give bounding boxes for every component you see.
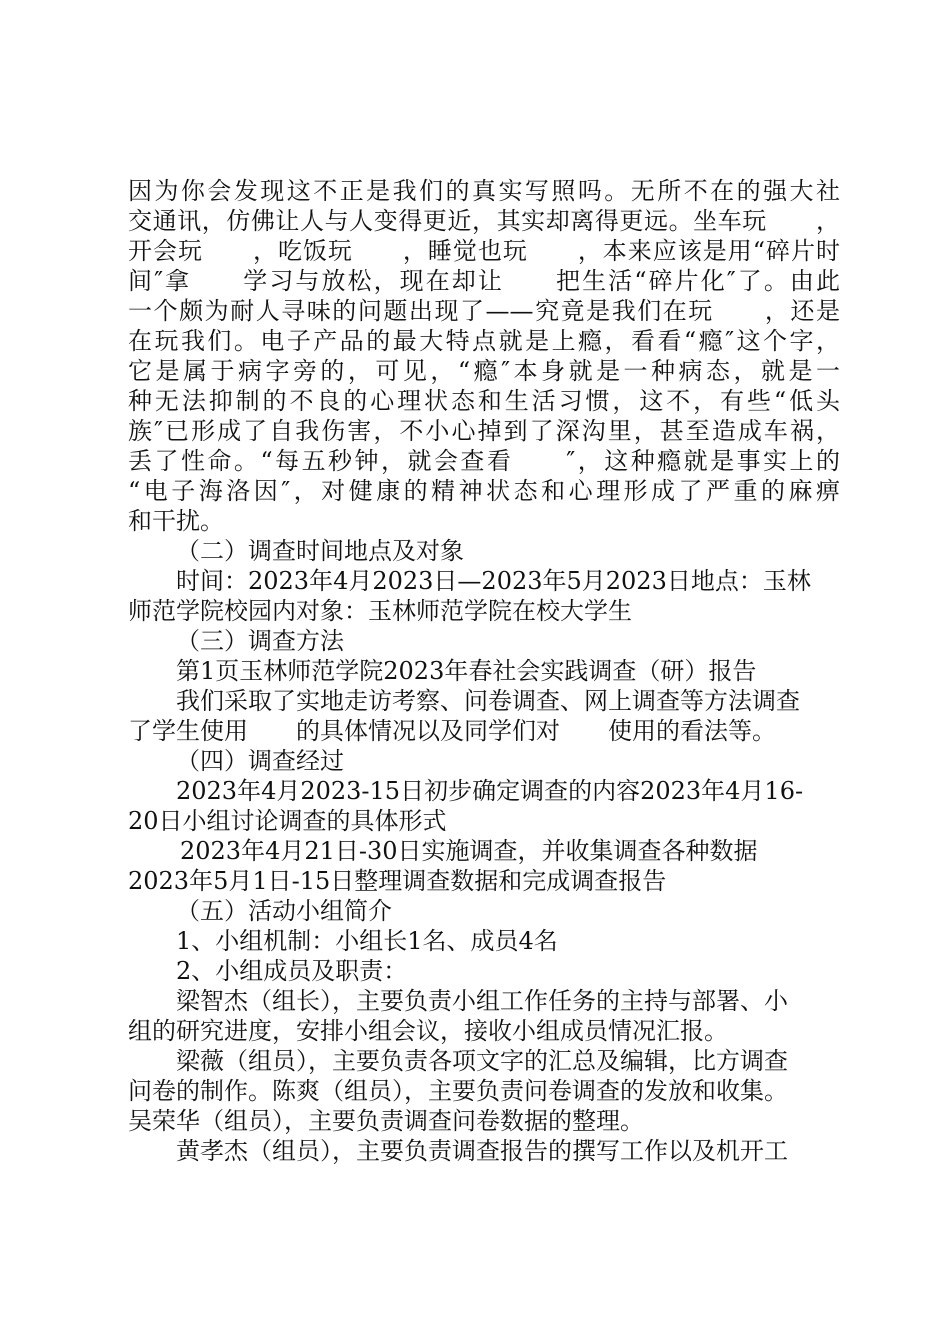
body-line: 2、小组成员及职责： bbox=[176, 957, 408, 985]
body-line: “电子海洛因″，对健康的精神状态和心理形成了严重的麻痹 bbox=[128, 477, 840, 505]
body-line: 20日小组讨论调查的具体形式 bbox=[128, 807, 447, 835]
body-line: 1、小组机制：小组长1名、成员4名 bbox=[176, 927, 558, 955]
body-line: 它是属于病字旁的，可见，“瘾″本身就是一种病态，就是一 bbox=[128, 357, 840, 385]
body-line: 开会玩 ，吃饭玩 ，睡觉也玩 ，本来应该是用“碎片时 bbox=[128, 237, 840, 265]
body-line: 了学生使用 的具体情况以及同学们对 使用的看法等。 bbox=[128, 717, 776, 745]
body-line: 黄孝杰（组员），主要负责调查报告的撰写工作以及机开工 bbox=[176, 1137, 788, 1165]
section-heading: （二）调查时间地点及对象 bbox=[176, 537, 464, 565]
body-line: 我们采取了实地走访考察、问卷调查、网上调查等方法调查 bbox=[176, 687, 800, 715]
section-heading: （三）调查方法 bbox=[176, 627, 344, 655]
body-line: 交通讯，仿佛让人与人变得更近，其实却离得更远。坐车玩 ， bbox=[128, 207, 840, 235]
body-line: 梁智杰（组长），主要负责小组工作任务的主持与部署、小 bbox=[176, 987, 788, 1015]
body-line: 在玩我们。电子产品的最大特点就是上瘾，看看“瘾″这个字， bbox=[128, 327, 840, 355]
body-line: 问卷的制作。陈爽（组员），主要负责问卷调查的发放和收集。 bbox=[128, 1077, 788, 1105]
body-line: 吴荣华（组员），主要负责调查问卷数据的整理。 bbox=[128, 1107, 644, 1135]
body-line: 间″拿 学习与放松，现在却让 把生活“碎片化″了。由此 bbox=[128, 267, 840, 295]
body-line: 族″已形成了自我伤害，不小心掉到了深沟里，甚至造成车祸， bbox=[128, 417, 840, 445]
body-line: 师范学院校园内对象：玉林师范学院在校大学生 bbox=[128, 597, 632, 625]
section-heading: （五）活动小组简介 bbox=[176, 897, 392, 925]
body-line: 丢了性命。“每五秒钟，就会查看 ″，这种瘾就是事实上的 bbox=[128, 447, 840, 475]
body-line: 2023年4月2023-15日初步确定调查的内容2023年4月16- bbox=[176, 777, 804, 805]
body-line: 一个颇为耐人寻味的问题出现了——究竟是我们在玩 ，还是 bbox=[128, 297, 840, 325]
body-line: 梁薇（组员），主要负责各项文字的汇总及编辑，比方调查 bbox=[176, 1047, 788, 1075]
body-line: 因为你会发现这不正是我们的真实写照吗。无所不在的强大社 bbox=[128, 177, 840, 205]
body-line: 时间：2023年4月2023日—2023年5月2023日地点：玉林 bbox=[176, 567, 811, 595]
body-line: 种无法抑制的不良的心理状态和生活习惯，这不，有些“低头 bbox=[128, 387, 840, 415]
body-line: 和干扰。 bbox=[128, 507, 224, 535]
body-line: 组的研究进度，安排小组会议，接收小组成员情况汇报。 bbox=[128, 1017, 728, 1045]
section-heading: （四）调查经过 bbox=[176, 747, 344, 775]
page-header-line: 第1页玉林师范学院2023年春社会实践调查（研）报告 bbox=[176, 657, 757, 685]
body-line: 2023年4月21日-30日实施调查，并收集调查各种数据 bbox=[180, 837, 758, 865]
body-line: 2023年5月1日-15日整理调查数据和完成调查报告 bbox=[128, 867, 667, 895]
document-body bbox=[128, 176, 840, 1166]
